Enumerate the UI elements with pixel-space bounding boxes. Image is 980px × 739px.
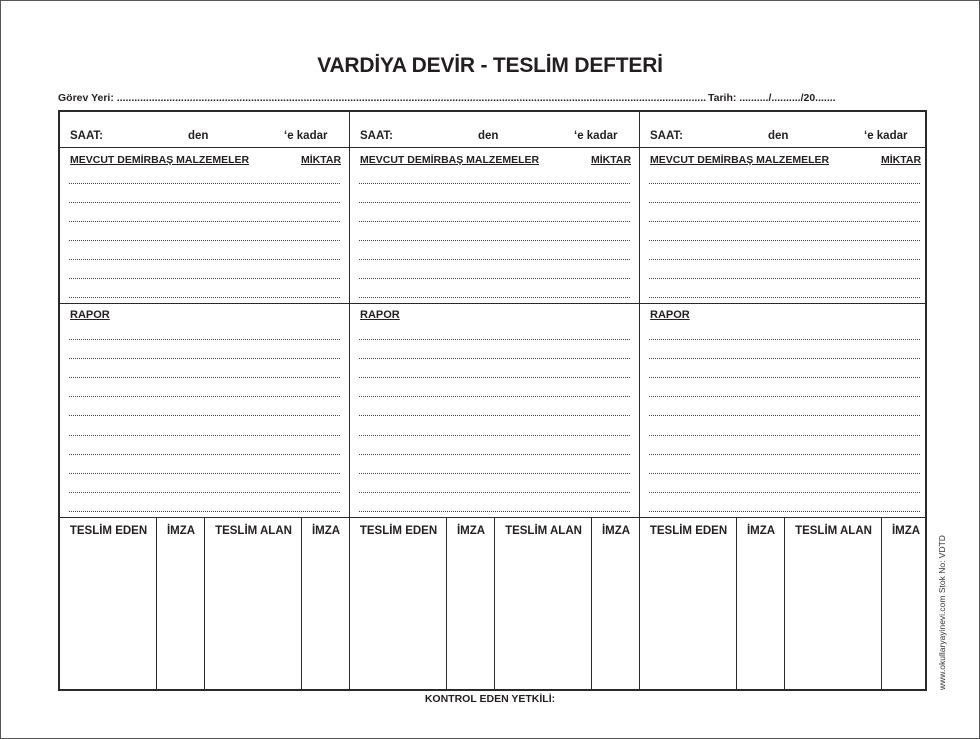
report-entry-line[interactable] xyxy=(69,377,340,378)
name-box[interactable] xyxy=(350,542,445,687)
name-box[interactable] xyxy=(785,542,880,687)
report-header: RAPOR xyxy=(70,309,110,321)
report-entry-line[interactable] xyxy=(649,339,920,340)
tarih-field[interactable]: Tarih: ........../........../20....... xyxy=(708,92,836,104)
report-entry-line[interactable] xyxy=(69,454,340,455)
report-entry-line[interactable] xyxy=(359,415,630,416)
signature-header: İMZA xyxy=(746,525,776,537)
signature-header: TESLİM ALAN xyxy=(795,525,872,537)
row-divider xyxy=(60,147,925,148)
signature-box[interactable] xyxy=(302,542,348,687)
material-entry-line[interactable] xyxy=(649,202,920,203)
report-entry-line[interactable] xyxy=(69,435,340,436)
report-entry-line[interactable] xyxy=(359,358,630,359)
saat-den-label: den xyxy=(188,130,209,142)
material-entry-line[interactable] xyxy=(359,278,630,279)
material-entry-line[interactable] xyxy=(649,259,920,260)
report-entry-line[interactable] xyxy=(359,396,630,397)
document-title: VARDİYA DEVİR - TESLİM DEFTERİ xyxy=(317,54,663,77)
signature-box[interactable] xyxy=(737,542,783,687)
saat-label: SAAT: xyxy=(360,130,394,142)
signature-box[interactable] xyxy=(157,542,203,687)
report-entry-line[interactable] xyxy=(69,492,340,493)
report-entry-line[interactable] xyxy=(359,339,630,340)
signature-box[interactable] xyxy=(592,542,638,687)
report-entry-line[interactable] xyxy=(649,473,920,474)
saat-kadar-label: ‘e kadar xyxy=(284,130,328,142)
material-entry-line[interactable] xyxy=(359,259,630,260)
report-entry-line[interactable] xyxy=(69,396,340,397)
material-entry-line[interactable] xyxy=(649,221,920,222)
report-entry-line[interactable] xyxy=(69,473,340,474)
quantity-header: MİKTAR xyxy=(881,154,922,166)
report-entry-line[interactable] xyxy=(359,511,630,512)
report-entry-line[interactable] xyxy=(69,415,340,416)
material-entry-line[interactable] xyxy=(649,240,920,241)
signature-header: TESLİM EDEN xyxy=(69,525,148,537)
gorev-yeri-field[interactable]: Görev Yeri: .......................................................................................................................................................................................................... xyxy=(58,92,707,104)
name-box[interactable] xyxy=(495,542,590,687)
signature-header: TESLİM EDEN xyxy=(359,525,438,537)
material-entry-line[interactable] xyxy=(69,259,340,260)
signature-box[interactable] xyxy=(447,542,493,687)
material-entry-line[interactable] xyxy=(649,278,920,279)
material-entry-line[interactable] xyxy=(69,297,340,298)
saat-label: SAAT: xyxy=(70,130,104,142)
signature-header: İMZA xyxy=(601,525,631,537)
saat-kadar-label: ‘e kadar xyxy=(574,130,618,142)
material-entry-line[interactable] xyxy=(359,221,630,222)
signature-header: TESLİM ALAN xyxy=(215,525,292,537)
materials-header: MEVCUT DEMİRBAŞ MALZEMELER xyxy=(650,154,830,166)
report-entry-line[interactable] xyxy=(649,358,920,359)
report-entry-line[interactable] xyxy=(359,435,630,436)
name-box[interactable] xyxy=(60,542,155,687)
report-entry-line[interactable] xyxy=(69,358,340,359)
material-entry-line[interactable] xyxy=(359,183,630,184)
kontrol-eden-yetkili-label: KONTROL EDEN YETKİLİ: xyxy=(424,693,556,705)
signature-header: İMZA xyxy=(456,525,486,537)
saat-den-label: den xyxy=(478,130,499,142)
saat-kadar-label: ‘e kadar xyxy=(864,130,908,142)
name-box[interactable] xyxy=(205,542,300,687)
quantity-header: MİKTAR xyxy=(591,154,632,166)
saat-den-label: den xyxy=(768,130,789,142)
report-entry-line[interactable] xyxy=(69,511,340,512)
report-entry-line[interactable] xyxy=(359,492,630,493)
signature-header: İMZA xyxy=(166,525,196,537)
report-entry-line[interactable] xyxy=(69,339,340,340)
saat-label: SAAT: xyxy=(650,130,684,142)
signature-header: İMZA xyxy=(311,525,341,537)
report-entry-line[interactable] xyxy=(649,511,920,512)
report-entry-line[interactable] xyxy=(649,435,920,436)
quantity-header: MİKTAR xyxy=(301,154,342,166)
report-header: RAPOR xyxy=(360,309,400,321)
material-entry-line[interactable] xyxy=(69,278,340,279)
report-entry-line[interactable] xyxy=(359,454,630,455)
material-entry-line[interactable] xyxy=(69,240,340,241)
report-entry-line[interactable] xyxy=(649,415,920,416)
report-entry-line[interactable] xyxy=(649,377,920,378)
material-entry-line[interactable] xyxy=(359,240,630,241)
material-entry-line[interactable] xyxy=(69,183,340,184)
report-entry-line[interactable] xyxy=(649,396,920,397)
report-header: RAPOR xyxy=(650,309,690,321)
material-entry-line[interactable] xyxy=(69,202,340,203)
materials-header: MEVCUT DEMİRBAŞ MALZEMELER xyxy=(360,154,540,166)
signature-header: TESLİM ALAN xyxy=(505,525,582,537)
report-entry-line[interactable] xyxy=(359,377,630,378)
report-entry-line[interactable] xyxy=(649,492,920,493)
row-divider xyxy=(60,303,925,304)
signature-box[interactable] xyxy=(882,542,928,687)
row-divider xyxy=(60,517,925,518)
name-box[interactable] xyxy=(640,542,735,687)
report-entry-line[interactable] xyxy=(359,473,630,474)
signature-header: İMZA xyxy=(891,525,921,537)
publisher-side-text: www.okullaryayinevi.com Stok No: VDTD xyxy=(937,535,947,690)
material-entry-line[interactable] xyxy=(69,221,340,222)
shift-sheet xyxy=(58,110,927,691)
signature-header: TESLİM EDEN xyxy=(649,525,728,537)
materials-header: MEVCUT DEMİRBAŞ MALZEMELER xyxy=(70,154,250,166)
material-entry-line[interactable] xyxy=(649,297,920,298)
material-entry-line[interactable] xyxy=(359,297,630,298)
material-entry-line[interactable] xyxy=(649,183,920,184)
report-entry-line[interactable] xyxy=(649,454,920,455)
material-entry-line[interactable] xyxy=(359,202,630,203)
